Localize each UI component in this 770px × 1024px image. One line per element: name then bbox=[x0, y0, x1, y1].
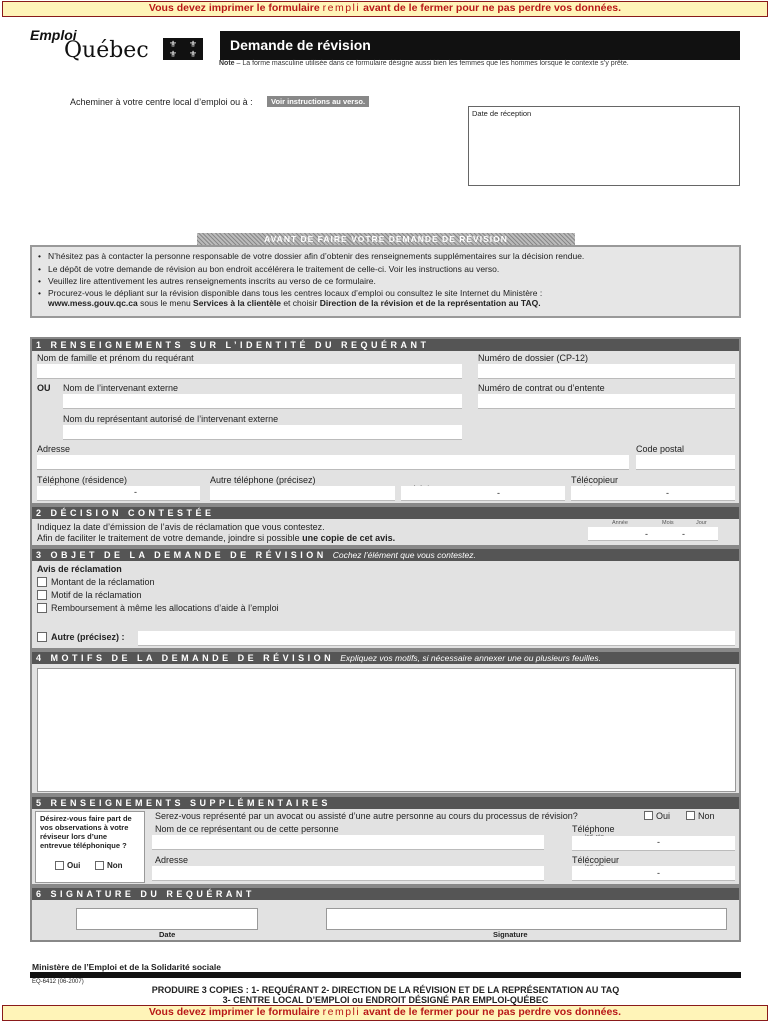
tel-dash: - bbox=[134, 487, 137, 497]
banner-text: Vous devez imprimer le formulaire bbox=[148, 2, 323, 14]
date-dash: - bbox=[682, 529, 685, 539]
instructions-button[interactable]: Voir instructions au verso. bbox=[267, 96, 369, 107]
motif-checkbox[interactable] bbox=[37, 590, 47, 600]
telephone-label: Téléphone bbox=[572, 824, 615, 834]
intervenant-label: Nom de l’intervenant externe bbox=[63, 383, 179, 393]
section-identite bbox=[30, 337, 741, 505]
telecopieur-input[interactable] bbox=[571, 486, 735, 501]
represente-oui-label: Oui bbox=[656, 811, 671, 821]
annee-label: Année bbox=[612, 520, 628, 526]
section-6-heading: 6 SIGNATURE DU REQUÉRANT bbox=[32, 888, 739, 900]
section-5-heading: 5 RENSEIGNEMENTS SUPPLÉMENTAIRES bbox=[32, 797, 739, 809]
logo-emploi: Emploi bbox=[30, 27, 77, 43]
section-1-heading: 1 RENSEIGNEMENTS SUR L’IDENTITÉ DU REQUÉRANT bbox=[32, 339, 739, 351]
note: Note – La forme masculine utilisée dans ce formulaire désigne aussi bien les femmes que les hommes lorsque le contexte s’y prête. bbox=[219, 60, 629, 67]
date-signature-input[interactable] bbox=[76, 908, 258, 930]
motif-label: Motif de la réclamation bbox=[51, 590, 142, 600]
avant-item: • Veuillez lire attentivement les autres renseignements inscrits au verso de ce formulaire. bbox=[38, 275, 733, 288]
jour-label: Jour bbox=[696, 520, 707, 526]
dossier-input[interactable] bbox=[478, 364, 735, 379]
copies-instructions bbox=[30, 985, 741, 1005]
autre-checkbox[interactable] bbox=[37, 632, 47, 642]
decision-line1: Indiquez la date d’émission de l’avis de réclamation que vous contestez. bbox=[37, 522, 325, 532]
tel-dash: - bbox=[497, 488, 500, 498]
entrevue-non-label: Non bbox=[107, 861, 123, 870]
date-avis-input[interactable] bbox=[588, 527, 718, 541]
entrevue-box bbox=[35, 811, 145, 883]
adresse-label: Adresse bbox=[37, 444, 71, 454]
motifs-textarea[interactable] bbox=[37, 668, 736, 792]
tel-residence-input[interactable] bbox=[37, 486, 200, 501]
remboursement-label: Remboursement à même les allocations d’aide à l’emploi bbox=[51, 603, 279, 613]
representant-question: Serez-vous représenté par un avocat ou assisté d’une autre personne au cours du processus de révision? bbox=[155, 811, 578, 821]
remboursement-checkbox[interactable] bbox=[37, 603, 47, 613]
signature-label: Signature bbox=[493, 930, 528, 939]
avis-label: Avis de réclamation bbox=[37, 564, 122, 574]
autre-tel-label: Autre téléphone (précisez) bbox=[210, 475, 316, 485]
section-3-heading: 3 OBJET DE LA DEMANDE DE RÉVISION Cochez l’élément que vous contestez. bbox=[32, 549, 739, 561]
autre-input[interactable] bbox=[138, 631, 735, 646]
signature-input[interactable] bbox=[326, 908, 727, 930]
autre-tel-number-input[interactable] bbox=[401, 486, 565, 501]
section-motifs bbox=[30, 650, 741, 795]
representant-input[interactable] bbox=[63, 425, 462, 440]
section-2-heading: 2 DÉCISION CONTESTÉE bbox=[32, 507, 739, 519]
banner-text-end: avant de le fermer pour ne pas perdre vos données. bbox=[360, 2, 622, 14]
form-code: EQ-6412 (06-2007) bbox=[32, 979, 84, 985]
intervenant-input[interactable] bbox=[63, 394, 462, 409]
page-title: Demande de révision bbox=[220, 31, 740, 60]
section-supplementaires bbox=[30, 795, 741, 886]
date-reception-box bbox=[468, 106, 740, 186]
tel-dash: - bbox=[657, 868, 660, 878]
rep-telecopieur-label: Télécopieur bbox=[572, 855, 620, 865]
section-signature bbox=[30, 886, 741, 942]
montant-checkbox[interactable] bbox=[37, 577, 47, 587]
nom-rep-input[interactable] bbox=[152, 835, 544, 850]
section-decision bbox=[30, 505, 741, 547]
tel-dash: - bbox=[657, 837, 660, 847]
code-postal-label: Code postal bbox=[636, 444, 685, 454]
section-4-heading: 4 MOTIFS DE LA DEMANDE DE RÉVISION Expliquez vos motifs, si nécessaire annexer une ou plusieurs feuilles. bbox=[32, 652, 739, 664]
dossier-label: Numéro de dossier (CP-12) bbox=[478, 353, 589, 363]
avant-item: • Procurez-vous le dépliant sur la révision disponible dans tous les centres locaux d’emploi ou consultez le site Internet du Ministère : www.mess.gouv.qc.ca sous le menu Services à la clientèle et choisir Direction de la révision et de la représentation au TAQ. bbox=[38, 288, 733, 308]
represente-non-checkbox[interactable] bbox=[686, 811, 695, 820]
copies-line2: 3- CENTRE LOCAL D’EMPLOI ou ENDROIT DÉSIGNÉ PAR EMPLOI-QUÉBEC bbox=[222, 995, 549, 1005]
tel-dash: - bbox=[666, 488, 669, 498]
ou-label: OU bbox=[37, 383, 51, 393]
entrevue-non-checkbox[interactable] bbox=[95, 861, 104, 870]
representant-label: Nom du représentant autorisé de l’intervenant externe bbox=[63, 414, 279, 424]
section-objet bbox=[30, 547, 741, 650]
rep-telecopieur-input[interactable] bbox=[572, 866, 735, 881]
print-warning-banner-bottom bbox=[2, 1005, 768, 1021]
represente-oui-checkbox[interactable] bbox=[644, 811, 653, 820]
entrevue-question: Désirez-vous faire part de vos observations à votre réviseur lors d’une entrevue téléphonique ? bbox=[40, 814, 132, 850]
nom-label: Nom de famille et prénom du requérant bbox=[37, 353, 194, 363]
represente-non-label: Non bbox=[698, 811, 715, 821]
rep-adresse-input[interactable] bbox=[152, 866, 544, 881]
banner-text: Vous devez imprimer le formulaire bbox=[148, 1006, 323, 1018]
banner-spaced: rempli bbox=[322, 1006, 361, 1018]
banner-text-end: avant de le fermer pour ne pas perdre vos données. bbox=[360, 1006, 622, 1018]
nom-rep-label: Nom de ce représentant ou de cette personne bbox=[155, 824, 339, 834]
fleur-de-lis-flag-icon: ⚜ ⚜ ⚜ ⚜ bbox=[163, 38, 203, 60]
autre-label: Autre (précisez) : bbox=[51, 632, 125, 642]
print-warning-banner-top bbox=[2, 1, 768, 17]
copies-line1: PRODUIRE 3 COPIES : 1- REQUÉRANT 2- DIRECTION DE LA RÉVISION ET DE LA REPRÉSENTATION AU TAQ bbox=[151, 985, 620, 995]
banner-spaced: rempli bbox=[322, 2, 361, 14]
date-reception-label: Date de réception bbox=[472, 109, 532, 118]
autre-tel-text-input[interactable] bbox=[210, 486, 395, 501]
tel-residence-label: Téléphone (résidence) bbox=[37, 475, 128, 485]
montant-label: Montant de la réclamation bbox=[51, 577, 155, 587]
telecopieur-label: Télécopieur bbox=[571, 475, 619, 485]
contrat-label: Numéro de contrat ou d’entente bbox=[478, 383, 605, 393]
avant-item: • Le dépôt de votre demande de révision au bon endroit accélérera le traitement de celle-ci. Voir les instructions au verso. bbox=[38, 263, 733, 276]
avant-title: AVANT DE FAIRE VOTRE DEMANDE DE RÉVISION bbox=[197, 233, 575, 245]
entrevue-oui-label: Oui bbox=[67, 861, 81, 870]
mois-label: Mois bbox=[662, 520, 674, 526]
logo-quebec: Québec bbox=[64, 38, 149, 63]
entrevue-oui-checkbox[interactable] bbox=[55, 861, 64, 870]
ministere-label: Ministère de l’Emploi et de la Solidarité sociale bbox=[32, 962, 221, 972]
nom-requerant-input[interactable] bbox=[37, 364, 462, 379]
rep-adresse-label: Adresse bbox=[155, 855, 189, 865]
contrat-input[interactable] bbox=[478, 394, 735, 409]
site-link[interactable]: www.mess.gouv.qc.ca bbox=[48, 297, 138, 308]
code-postal-input[interactable] bbox=[636, 455, 735, 470]
date-signature-label: Date bbox=[159, 930, 176, 939]
acheminer-label: Acheminer à votre centre local d’emploi ou à : bbox=[70, 97, 253, 107]
footer-bar bbox=[30, 972, 741, 978]
adresse-input[interactable] bbox=[37, 455, 629, 470]
decision-line2: Afin de faciliter le traitement de votre demande, joindre si possible une copie de cet avis. bbox=[37, 533, 396, 543]
date-dash: - bbox=[645, 529, 648, 539]
avant-box bbox=[30, 245, 741, 318]
rep-telephone-input[interactable] bbox=[572, 836, 735, 851]
avant-item: • N’hésitez pas à contacter la personne responsable de votre dossier afin d’obtenir des renseignements supplémentaires sur la décision rendue. bbox=[38, 250, 733, 263]
